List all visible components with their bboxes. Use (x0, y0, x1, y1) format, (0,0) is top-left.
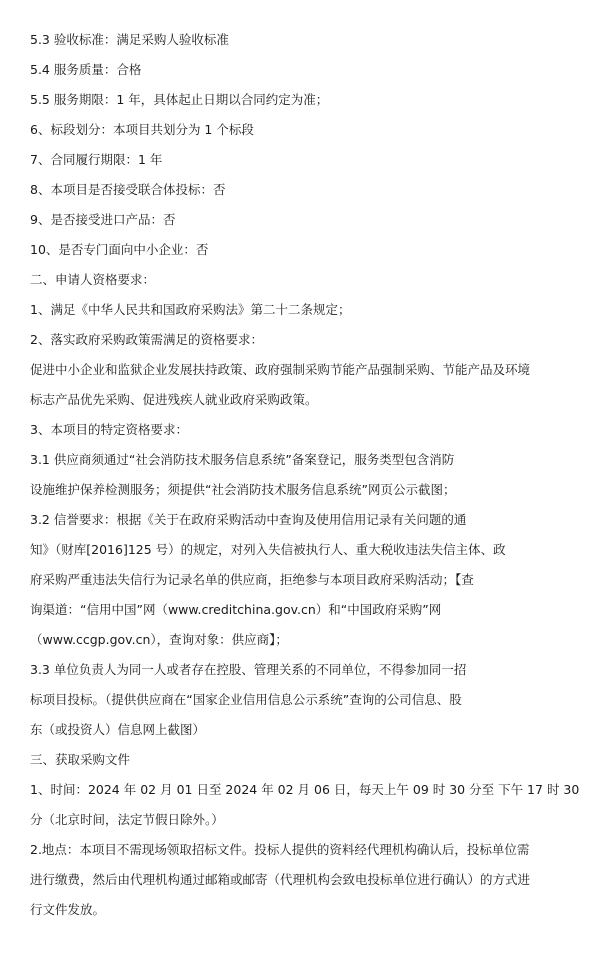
text-line-3-3-a: 3.3 单位负责人为同一人或者存在控股、管理关系的不同单位，不得参加同一招 (30, 662, 467, 677)
text-line-3-2-a: 3.2 信誉要求：根据《关于在政府采购活动中查询及使用信用记录有关问题的通 (30, 512, 467, 527)
text-line-place-a: 2.地点：本项目不需现场领取招标文件。投标人提供的资料经代理机构确认后，投标单位需 (30, 842, 530, 857)
text-line-3-3-c: 东（或投资人）信息网上截图） (30, 722, 206, 737)
text-line-policy-a: 促进中小企业和监狱企业发展扶持政策、政府强制采购节能产品强制采购、节能产品及环境 (30, 362, 531, 377)
text-line-policy-b: 标志产品优先采购、促进残疾人就业政府采购政策。 (30, 392, 318, 407)
text-line-10: 10、是否专门面向中小企业：否 (30, 242, 209, 257)
text-line-place-c: 行文件发放。 (30, 902, 106, 917)
section-heading-3: 三、获取采购文件 (30, 752, 131, 767)
text-line-5-4: 5.4 服务质量：合格 (30, 62, 142, 77)
text-line-8: 8、本项目是否接受联合体投标：否 (30, 182, 226, 197)
text-line-time-b: 分（北京时间，法定节假日除外。） (30, 812, 224, 827)
text-line-6: 6、标段划分：本项目共划分为 1 个标段 (30, 122, 254, 137)
section-heading-2: 二、申请人资格要求： (30, 272, 156, 287)
text-line-9: 9、是否接受进口产品：否 (30, 212, 176, 227)
text-line-3-1-b: 设施维护保养检测服务；须提供“社会消防技术服务信息系统”网页公示截图； (30, 482, 456, 497)
text-line-3-3-b: 标项目投标。（提供供应商在“国家企业信用信息公示系统”查询的公司信息、股 (30, 692, 462, 707)
text-line-req-2: 2、落实政府采购政策需满足的资格要求： (30, 332, 263, 347)
text-line-req-3: 3、本项目的特定资格要求： (30, 422, 188, 437)
text-line-3-2-d: 询渠道：“信用中国”网（www.creditchina.gov.cn）和“中国政府采购”网 (30, 602, 442, 617)
text-line-5-5: 5.5 服务期限：1 年，具体起止日期以合同约定为准； (30, 92, 329, 107)
text-line-3-2-b: 知》（财库[2016]125 号）的规定，对列入失信被执行人、重大税收违法失信主体、政 (30, 542, 506, 557)
text-line-time-a: 1、时间：2024 年 02 月 01 日至 2024 年 02 月 06 日，每天上午 09 时 30 分至 下午 17 时 30 (30, 782, 580, 797)
text-line-3-1-a: 3.1 供应商须通过“社会消防技术服务信息系统”备案登记，服务类型包含消防 (30, 452, 455, 467)
text-line-place-b: 进行缴费，然后由代理机构通过邮箱或邮寄（代理机构会致电投标单位进行确认）的方式进 (30, 872, 531, 887)
text-line-5-3: 5.3 验收标准：满足采购人验收标准 (30, 32, 229, 47)
text-line-3-2-e: （www.ccgp.gov.cn），查询对象：供应商】； (30, 632, 288, 647)
text-line-req-1: 1、满足《中华人民共和国政府采购法》第二十二条规定； (30, 302, 351, 317)
text-line-7: 7、合同履行期限：1 年 (30, 152, 163, 167)
text-line-3-2-c: 府采购严重违法失信行为记录名单的供应商，拒绝参与本项目政府采购活动；【查 (30, 572, 474, 587)
